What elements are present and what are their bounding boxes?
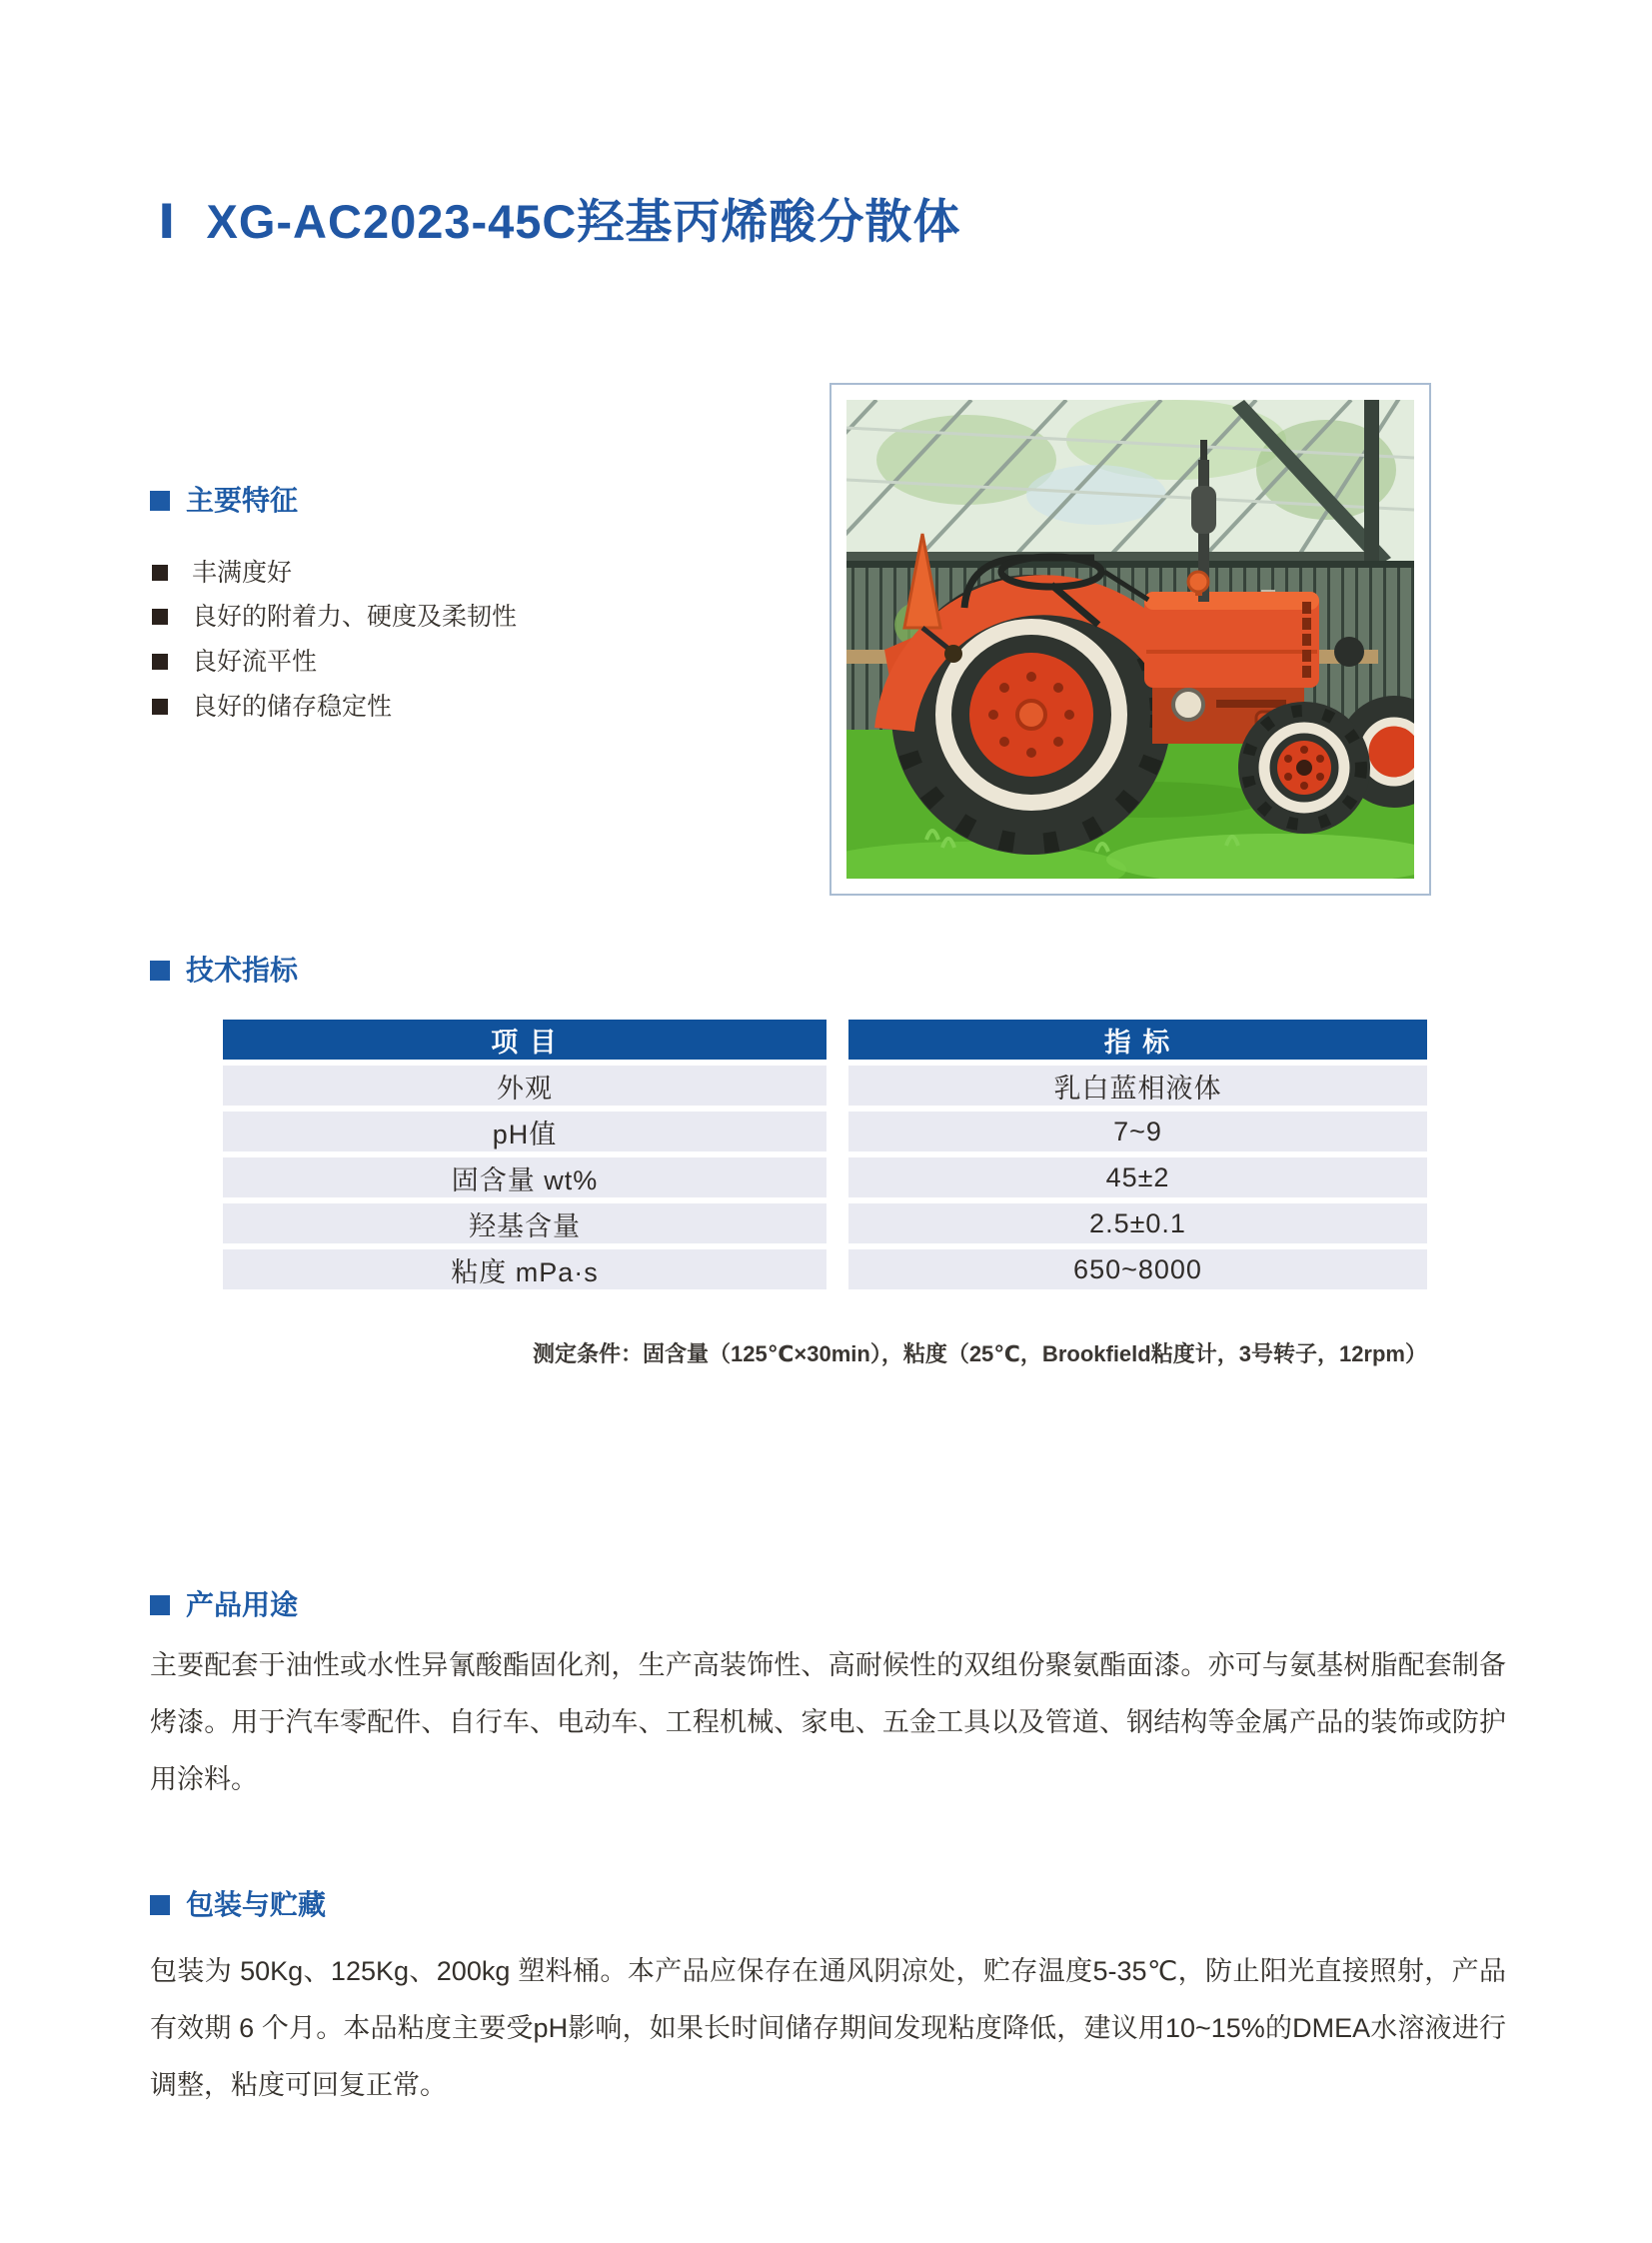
section-heading-label: 产品用途: [186, 1589, 299, 1620]
feature-item: [152, 647, 317, 677]
feature-label: 丰满度好: [192, 559, 293, 587]
dark-square-bullet-icon: [152, 609, 168, 625]
section-heading-label: 主要特征: [186, 485, 299, 516]
title-roman-numeral: Ⅰ: [158, 195, 177, 248]
table-cell: 粘度 mPa·s: [223, 1249, 826, 1289]
measurement-conditions-note: 测定条件：固含量（125℃×30min），粘度（25℃，Brookfield粘度计，3号转子，12rpm）: [533, 1341, 1427, 1366]
table-cell: pH值: [223, 1112, 826, 1151]
feature-label: 良好的储存稳定性: [192, 693, 393, 721]
table-cell: 650~8000: [848, 1249, 1427, 1289]
table-row: [223, 1203, 1427, 1243]
dark-square-bullet-icon: [152, 565, 168, 581]
section-heading-label: 技术指标: [186, 955, 299, 986]
blue-square-bullet-icon: [150, 1595, 170, 1615]
table-cell: 乳白蓝相液体: [848, 1066, 1427, 1106]
table-row: [223, 1112, 1427, 1151]
section-tech-specs: [150, 957, 298, 985]
table-cell: 2.5±0.1: [848, 1203, 1427, 1243]
table-cell: 外观: [223, 1066, 826, 1106]
table-header-row: [223, 1020, 1427, 1060]
section-main-features: [150, 487, 298, 515]
feature-item: [152, 692, 392, 722]
blue-square-bullet-icon: [150, 1895, 170, 1915]
section-heading-label: 包装与贮藏: [186, 1889, 327, 1920]
table-cell: 羟基含量: [223, 1203, 826, 1243]
page-title: [158, 196, 960, 248]
usage-paragraph: 主要配套于油性或水性异氰酸酯固化剂，生产高装饰性、高耐候性的双组份聚氨酯面漆。亦可与氨基树脂配套制备烤漆。用于汽车零配件、自行车、电动车、工程机械、家电、五金工具以及管道、钢结构等金属产品的装饰或防护用涂料。: [150, 1650, 1506, 1794]
table-cell: 45±2: [848, 1157, 1427, 1197]
table-header-item: 项 目: [223, 1020, 826, 1060]
section-packaging-storage: [150, 1891, 326, 1919]
table-row: [223, 1249, 1427, 1289]
feature-item: [152, 558, 292, 588]
feature-item: [152, 602, 517, 632]
feature-label: 良好的附着力、硬度及柔韧性: [192, 603, 518, 631]
packaging-paragraph: 包装为 50Kg、125Kg、200kg 塑料桶。本产品应保存在通风阴凉处，贮存温度5-35℃，防止阳光直接照射，产品有效期 6 个月。本品粘度主要受pH影响，如果长时间储存期间发现粘度降低，建议用10~15%的DMEA水溶液进行调整，粘度可回复正常。: [150, 1956, 1506, 2100]
section-product-usage: [150, 1591, 298, 1619]
blue-square-bullet-icon: [150, 961, 170, 981]
table-cell: 固含量 wt%: [223, 1157, 826, 1197]
feature-label: 良好流平性: [192, 648, 318, 676]
spec-table: [223, 1020, 1427, 1289]
table-row: [223, 1157, 1427, 1197]
blue-square-bullet-icon: [150, 491, 170, 511]
table-header-value: 指 标: [848, 1020, 1427, 1060]
tractor-photo-illustration: [846, 400, 1414, 879]
dark-square-bullet-icon: [152, 654, 168, 670]
dark-square-bullet-icon: [152, 699, 168, 715]
tractor-photo: [829, 383, 1431, 896]
table-cell: 7~9: [848, 1112, 1427, 1151]
title-text: XG-AC2023-45C羟基丙烯酸分散体: [206, 195, 961, 248]
table-row: [223, 1066, 1427, 1106]
